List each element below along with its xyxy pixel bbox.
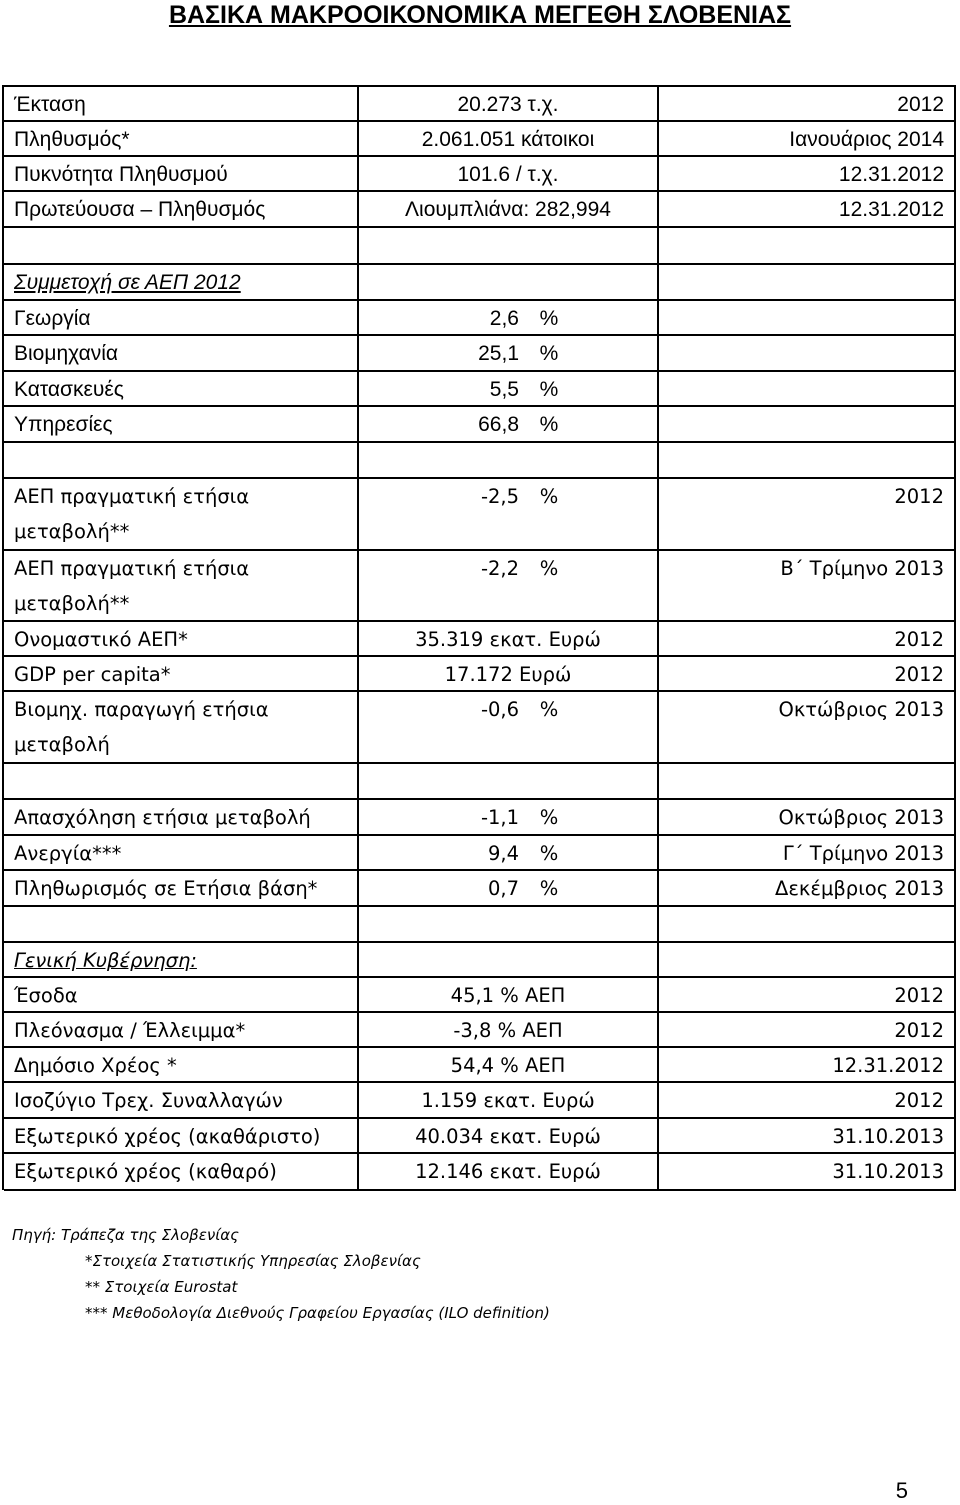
unit: % (539, 806, 559, 829)
row-value-density: 101.6 / τ.χ. (359, 157, 659, 192)
unit: % (539, 413, 559, 436)
row-label-population: Πληθυσμός* (4, 122, 359, 157)
row-value-area: 20.273 τ.χ. (359, 87, 659, 122)
row-value-employment (359, 800, 659, 836)
row-label-nominal-gdp: Ονομαστικό ΑΕΠ* (4, 622, 359, 657)
spacer-cell (359, 228, 659, 265)
row-label-net-external-debt: Εξωτερικό χρέος (καθαρό) (4, 1154, 359, 1191)
unit: % (539, 877, 559, 900)
row-label-construction: Κατασκευές (4, 372, 359, 407)
row-value-gdp-change-2012 (359, 479, 659, 551)
empty-cell (659, 943, 956, 978)
spacer-cell (359, 907, 659, 943)
row-value-capital: Λιουμπλιάνα: 282,994 (359, 192, 659, 228)
row-date-balance: 2012 (659, 1013, 956, 1048)
row-value-gdp-change-q2 (359, 551, 659, 622)
footnote-2: ** Στοιχεία Eurostat (85, 1278, 238, 1296)
page-title: ΒΑΣΙΚΑ ΜΑΚΡΟΟΙΚΟΝΟΜΙΚΑ ΜΕΓΕΘΗ ΣΛΟΒΕΝΙΑΣ (168, 1, 792, 29)
row-date-net-external-debt: 31.10.2013 (659, 1154, 956, 1191)
source-note: Πηγή: Τράπεζα της Σλοβενίας (12, 1226, 239, 1244)
row-label-capital: Πρωτεύουσα – Πληθυσμός (4, 192, 359, 228)
row-value-gross-external-debt: 40.034 εκατ. Ευρώ (359, 1119, 659, 1154)
empty-cell (659, 336, 956, 372)
empty-cell (359, 265, 659, 301)
row-label-gdp-change-q2: ΑΕΠ πραγματική ετήσια μεταβολή** (4, 551, 359, 622)
row-label-balance: Πλεόνασμα / Έλλειμμα* (4, 1013, 359, 1048)
row-label-inflation: Πληθωρισμός σε Ετήσια βάση* (4, 871, 359, 907)
row-value-industry (359, 336, 659, 372)
row-date-unemployment: Γ΄ Τρίμηνο 2013 (659, 836, 956, 871)
row-value-net-external-debt: 12.146 εκατ. Ευρώ (359, 1154, 659, 1191)
spacer-cell (659, 907, 956, 943)
row-date-gdp-change-2012: 2012 (659, 479, 956, 551)
spacer-cell (659, 764, 956, 800)
spacer-cell (4, 443, 359, 479)
value: 0,7 (487, 877, 519, 900)
spacer-cell (359, 764, 659, 800)
row-date-gdp-change-q2: Β΄ Τρίμηνο 2013 (659, 551, 956, 622)
macro-table (2, 85, 956, 1190)
value: 66,8 (478, 413, 519, 436)
value: -2,2 (480, 557, 519, 580)
row-value-gdp-per-capita: 17.172 Ευρώ (359, 657, 659, 692)
row-label-current-account: Ισοζύγιο Τρεχ. Συναλλαγών (4, 1083, 359, 1119)
value: 25,1 (478, 342, 519, 365)
spacer-cell (359, 443, 659, 479)
spacer-cell (4, 907, 359, 943)
unit: % (539, 557, 559, 580)
spacer-cell (4, 228, 359, 265)
row-date-area: 2012 (659, 87, 956, 122)
section-heading-gdp-share: Συμμετοχή σε ΑΕΠ 2012 (4, 265, 359, 301)
section-heading-government: Γενική Κυβέρνηση: (4, 943, 359, 978)
row-label-gdp-per-capita: GDP per capita* (4, 657, 359, 692)
row-label-area: Έκταση (4, 87, 359, 122)
row-date-revenue: 2012 (659, 978, 956, 1013)
value: -1,1 (480, 806, 519, 829)
value: 5,5 (489, 378, 519, 401)
row-date-population: Ιανουάριος 2014 (659, 122, 956, 157)
value: -2,5 (480, 485, 519, 508)
row-label-density: Πυκνότητα Πληθυσμού (4, 157, 359, 192)
row-date-employment: Οκτώβριος 2013 (659, 800, 956, 836)
row-label-agriculture: Γεωργία (4, 301, 359, 336)
row-label-revenue: Έσοδα (4, 978, 359, 1013)
unit: % (539, 307, 559, 330)
empty-cell (659, 372, 956, 407)
unit: % (539, 842, 559, 865)
empty-cell (659, 407, 956, 443)
row-label-industrial-production: Βιομηχ. παραγωγή ετήσια μεταβολή (4, 692, 359, 764)
row-value-industrial-production (359, 692, 659, 764)
row-value-balance: -3,8 % ΑΕΠ (359, 1013, 659, 1048)
row-label-services: Υπηρεσίες (4, 407, 359, 443)
row-label-unemployment: Ανεργία*** (4, 836, 359, 871)
footnotes (12, 1222, 912, 1326)
spacer-cell (4, 764, 359, 800)
unit: % (539, 378, 559, 401)
row-date-capital: 12.31.2012 (659, 192, 956, 228)
footnote-3: *** Μεθοδολογία Διεθνούς Γραφείου Εργασίας (ILO definition) (85, 1304, 550, 1322)
row-value-nominal-gdp: 35.319 εκατ. Ευρώ (359, 622, 659, 657)
row-value-agriculture (359, 301, 659, 336)
empty-cell (359, 943, 659, 978)
row-date-current-account: 2012 (659, 1083, 956, 1119)
unit: % (539, 698, 559, 721)
value: -0,6 (480, 698, 519, 721)
row-label-gross-external-debt: Εξωτερικό χρέος (ακαθάριστο) (4, 1119, 359, 1154)
page-number: 5 (895, 1478, 908, 1503)
row-value-revenue: 45,1 % ΑΕΠ (359, 978, 659, 1013)
row-label-employment: Απασχόληση ετήσια μεταβολή (4, 800, 359, 836)
row-date-public-debt: 12.31.2012 (659, 1048, 956, 1083)
row-date-industrial-production: Οκτώβριος 2013 (659, 692, 956, 764)
row-value-current-account: 1.159 εκατ. Ευρώ (359, 1083, 659, 1119)
spacer-cell (659, 443, 956, 479)
row-date-inflation: Δεκέμβριος 2013 (659, 871, 956, 907)
row-label-industry: Βιομηχανία (4, 336, 359, 372)
value: 9,4 (487, 842, 519, 865)
row-date-gdp-per-capita: 2012 (659, 657, 956, 692)
row-value-unemployment (359, 836, 659, 871)
empty-cell (659, 301, 956, 336)
spacer-cell (659, 228, 956, 265)
value: 2,6 (489, 307, 519, 330)
empty-cell (659, 265, 956, 301)
row-value-services (359, 407, 659, 443)
row-value-population: 2.061.051 κάτοικοι (359, 122, 659, 157)
row-value-construction (359, 372, 659, 407)
row-date-nominal-gdp: 2012 (659, 622, 956, 657)
row-value-inflation (359, 871, 659, 907)
row-label-gdp-change-2012: ΑΕΠ πραγματική ετήσια μεταβολή** (4, 479, 359, 551)
footnote-1: *Στοιχεία Στατιστικής Υπηρεσίας Σλοβενίας (85, 1252, 421, 1270)
unit: % (539, 342, 559, 365)
row-date-gross-external-debt: 31.10.2013 (659, 1119, 956, 1154)
row-value-public-debt: 54,4 % ΑΕΠ (359, 1048, 659, 1083)
row-label-public-debt: Δημόσιο Χρέος * (4, 1048, 359, 1083)
unit: % (539, 485, 559, 508)
row-date-density: 12.31.2012 (659, 157, 956, 192)
